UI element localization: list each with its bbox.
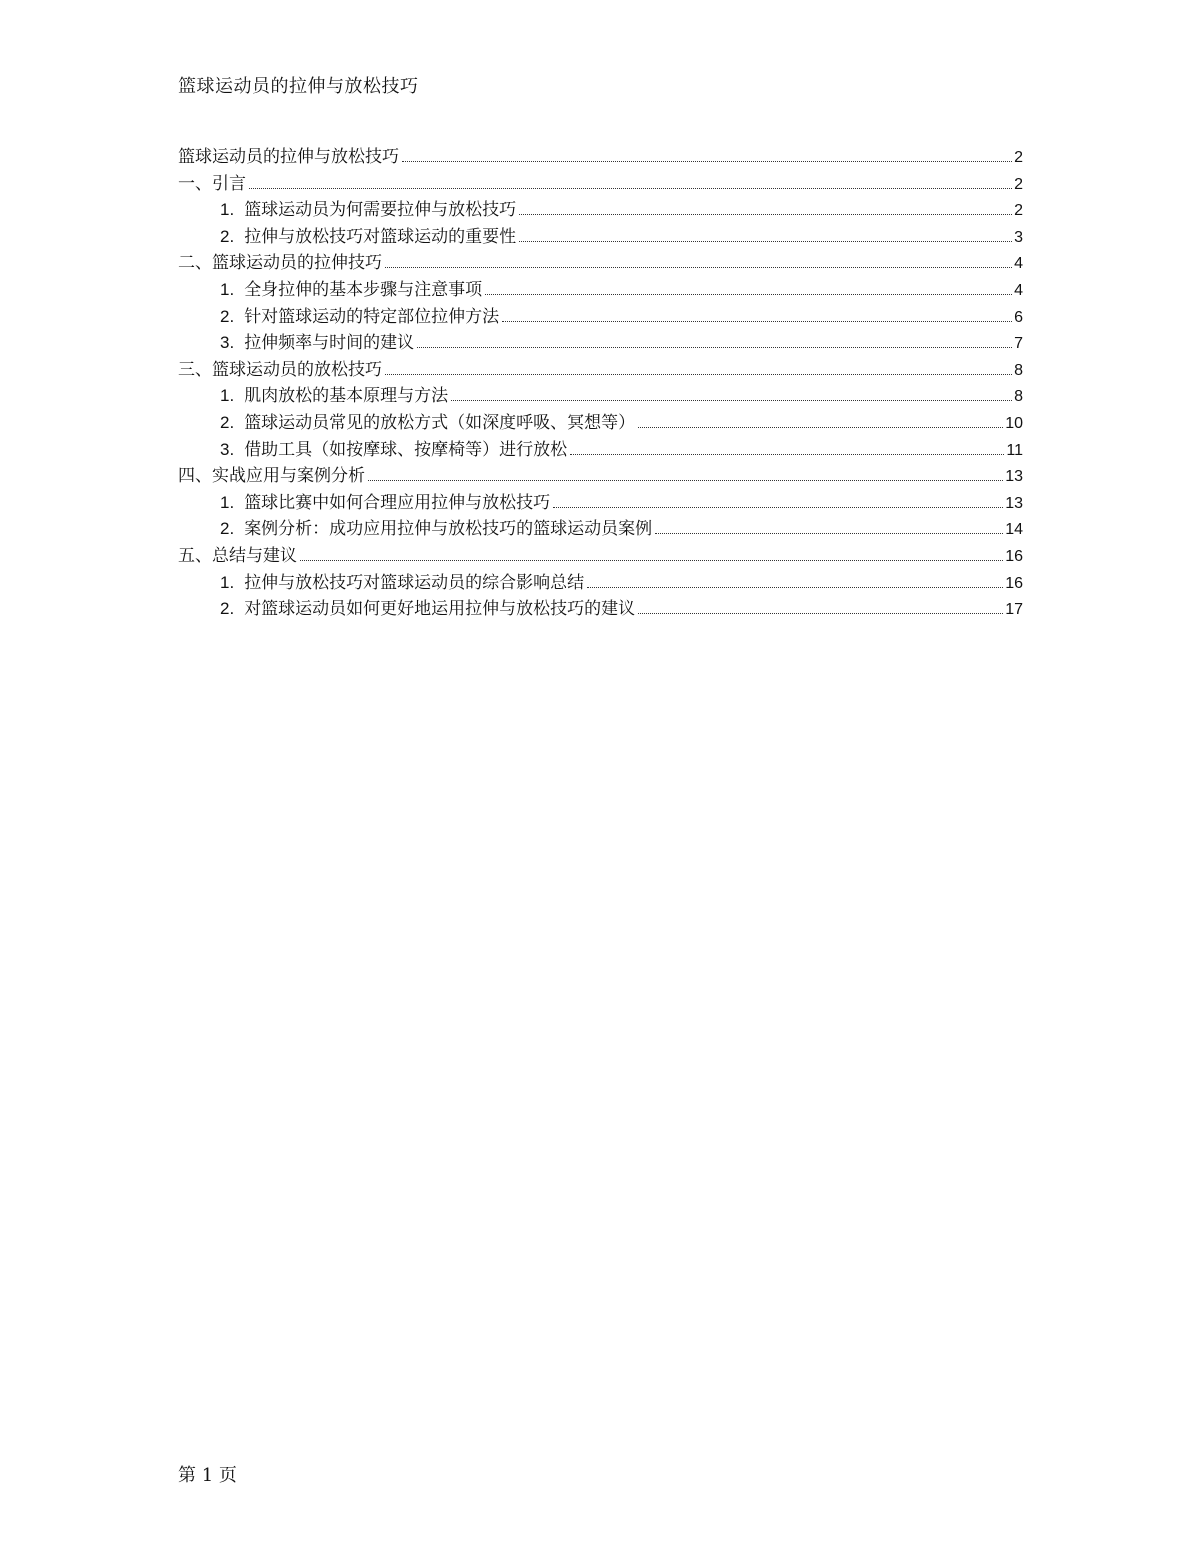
toc-entry-number: 3. (220, 439, 235, 459)
toc-entry[interactable] (178, 435, 1023, 462)
toc-entry[interactable] (178, 195, 1023, 222)
toc-entry[interactable] (178, 275, 1023, 302)
table-of-contents (178, 142, 1023, 621)
toc-entry-page-number: 14 (1005, 521, 1023, 539)
toc-entry[interactable] (178, 248, 1023, 275)
toc-entry-page-number: 16 (1005, 574, 1023, 592)
toc-dot-leader (638, 427, 1003, 428)
toc-entry-number: 2. (220, 599, 235, 619)
toc-dot-leader (368, 480, 1003, 481)
toc-entry-number: 2. (220, 519, 235, 539)
toc-entry[interactable] (178, 328, 1023, 355)
toc-dot-leader (519, 214, 1012, 215)
toc-entry-title: 篮球运动员常见的放松方式（如深度呼吸、冥想等） (244, 412, 636, 433)
toc-entry-title: 对篮球运动员如何更好地运用拉伸与放松技巧的建议 (244, 599, 636, 620)
toc-entry[interactable] (178, 142, 1023, 169)
toc-entry-title: 篮球运动员的拉伸与放松技巧 (178, 147, 399, 167)
toc-entry[interactable] (178, 222, 1023, 249)
toc-entry-title: 四、实战应用与案例分析 (178, 466, 365, 487)
toc-entry-page-number: 16 (1005, 547, 1023, 565)
toc-entry[interactable] (178, 514, 1023, 541)
toc-dot-leader (385, 374, 1012, 375)
page-number-footer: 第 1 页 (178, 1465, 237, 1486)
toc-entry-page-number: 10 (1005, 414, 1023, 432)
toc-entry-page-number: 2 (1014, 149, 1023, 166)
toc-entry-page-number: 7 (1014, 335, 1023, 353)
toc-dot-leader (385, 267, 1012, 268)
toc-entry-page-number: 11 (1006, 441, 1023, 459)
toc-entry-title: 拉伸与放松技巧对篮球运动员的综合影响总结 (244, 572, 585, 593)
toc-entry-title: 借助工具（如按摩球、按摩椅等）进行放松 (244, 439, 568, 460)
toc-entry-number: 1. (220, 386, 235, 406)
toc-dot-leader (570, 454, 1004, 455)
toc-entry[interactable] (178, 302, 1023, 329)
toc-entry-title: 拉伸频率与时间的建议 (244, 333, 415, 354)
toc-dot-leader (587, 587, 1003, 588)
toc-entry[interactable] (178, 461, 1023, 488)
toc-entry-title: 肌肉放松的基本原理与方法 (244, 386, 449, 407)
page-header-title: 篮球运动员的拉伸与放松技巧 (178, 76, 419, 97)
toc-dot-leader (249, 188, 1012, 189)
toc-entry[interactable] (178, 381, 1023, 408)
toc-dot-leader (502, 321, 1012, 322)
toc-entry-page-number: 8 (1014, 388, 1023, 406)
toc-entry[interactable] (178, 408, 1023, 435)
toc-entry-title: 二、篮球运动员的拉伸技巧 (178, 253, 382, 274)
toc-dot-leader (485, 294, 1012, 295)
toc-entry-number: 2. (220, 306, 235, 326)
toc-dot-leader (417, 347, 1012, 348)
toc-entry[interactable] (178, 594, 1023, 621)
toc-entry-number: 2. (220, 226, 235, 246)
toc-entry-number: 1. (220, 492, 235, 512)
toc-entry-number: 1. (220, 200, 235, 220)
toc-entry-number: 3. (220, 333, 235, 353)
toc-entry-title: 全身拉伸的基本步骤与注意事项 (244, 279, 483, 300)
toc-entry-number: 1. (220, 279, 235, 299)
toc-entry[interactable] (178, 541, 1023, 568)
toc-entry-title: 篮球比赛中如何合理应用拉伸与放松技巧 (244, 492, 551, 513)
toc-entry-page-number: 4 (1014, 281, 1023, 299)
toc-entry-page-number: 3 (1014, 228, 1023, 246)
toc-entry-page-number: 2 (1014, 202, 1023, 220)
toc-entry[interactable] (178, 488, 1023, 515)
toc-dot-leader (655, 533, 1003, 534)
toc-entry-title: 五、总结与建议 (178, 545, 297, 566)
toc-entry-title: 一、引言 (178, 173, 246, 194)
toc-entry-page-number: 2 (1014, 175, 1023, 193)
toc-entry-page-number: 17 (1005, 601, 1023, 619)
toc-entry-title: 针对篮球运动的特定部位拉伸方法 (244, 306, 500, 327)
toc-entry-title: 篮球运动员为何需要拉伸与放松技巧 (244, 200, 517, 221)
toc-dot-leader (553, 507, 1003, 508)
toc-entry-page-number: 8 (1014, 361, 1023, 379)
toc-entry-number: 1. (220, 572, 235, 592)
toc-dot-leader (451, 400, 1012, 401)
toc-dot-leader (519, 241, 1012, 242)
toc-dot-leader (638, 613, 1003, 614)
toc-dot-leader (300, 560, 1003, 561)
toc-entry-page-number: 13 (1005, 494, 1023, 512)
toc-entry-title: 案例分析：成功应用拉伸与放松技巧的篮球运动员案例 (244, 519, 653, 540)
toc-entry-title: 拉伸与放松技巧对篮球运动的重要性 (244, 226, 517, 247)
toc-entry-page-number: 13 (1005, 468, 1023, 486)
toc-entry-page-number: 6 (1014, 308, 1023, 326)
toc-entry[interactable] (178, 355, 1023, 382)
toc-entry-title: 三、篮球运动员的放松技巧 (178, 359, 382, 380)
toc-entry[interactable] (178, 169, 1023, 196)
toc-entry[interactable] (178, 568, 1023, 595)
toc-entry-page-number: 4 (1014, 255, 1023, 273)
toc-entry-number: 2. (220, 412, 235, 432)
toc-dot-leader (402, 161, 1012, 162)
